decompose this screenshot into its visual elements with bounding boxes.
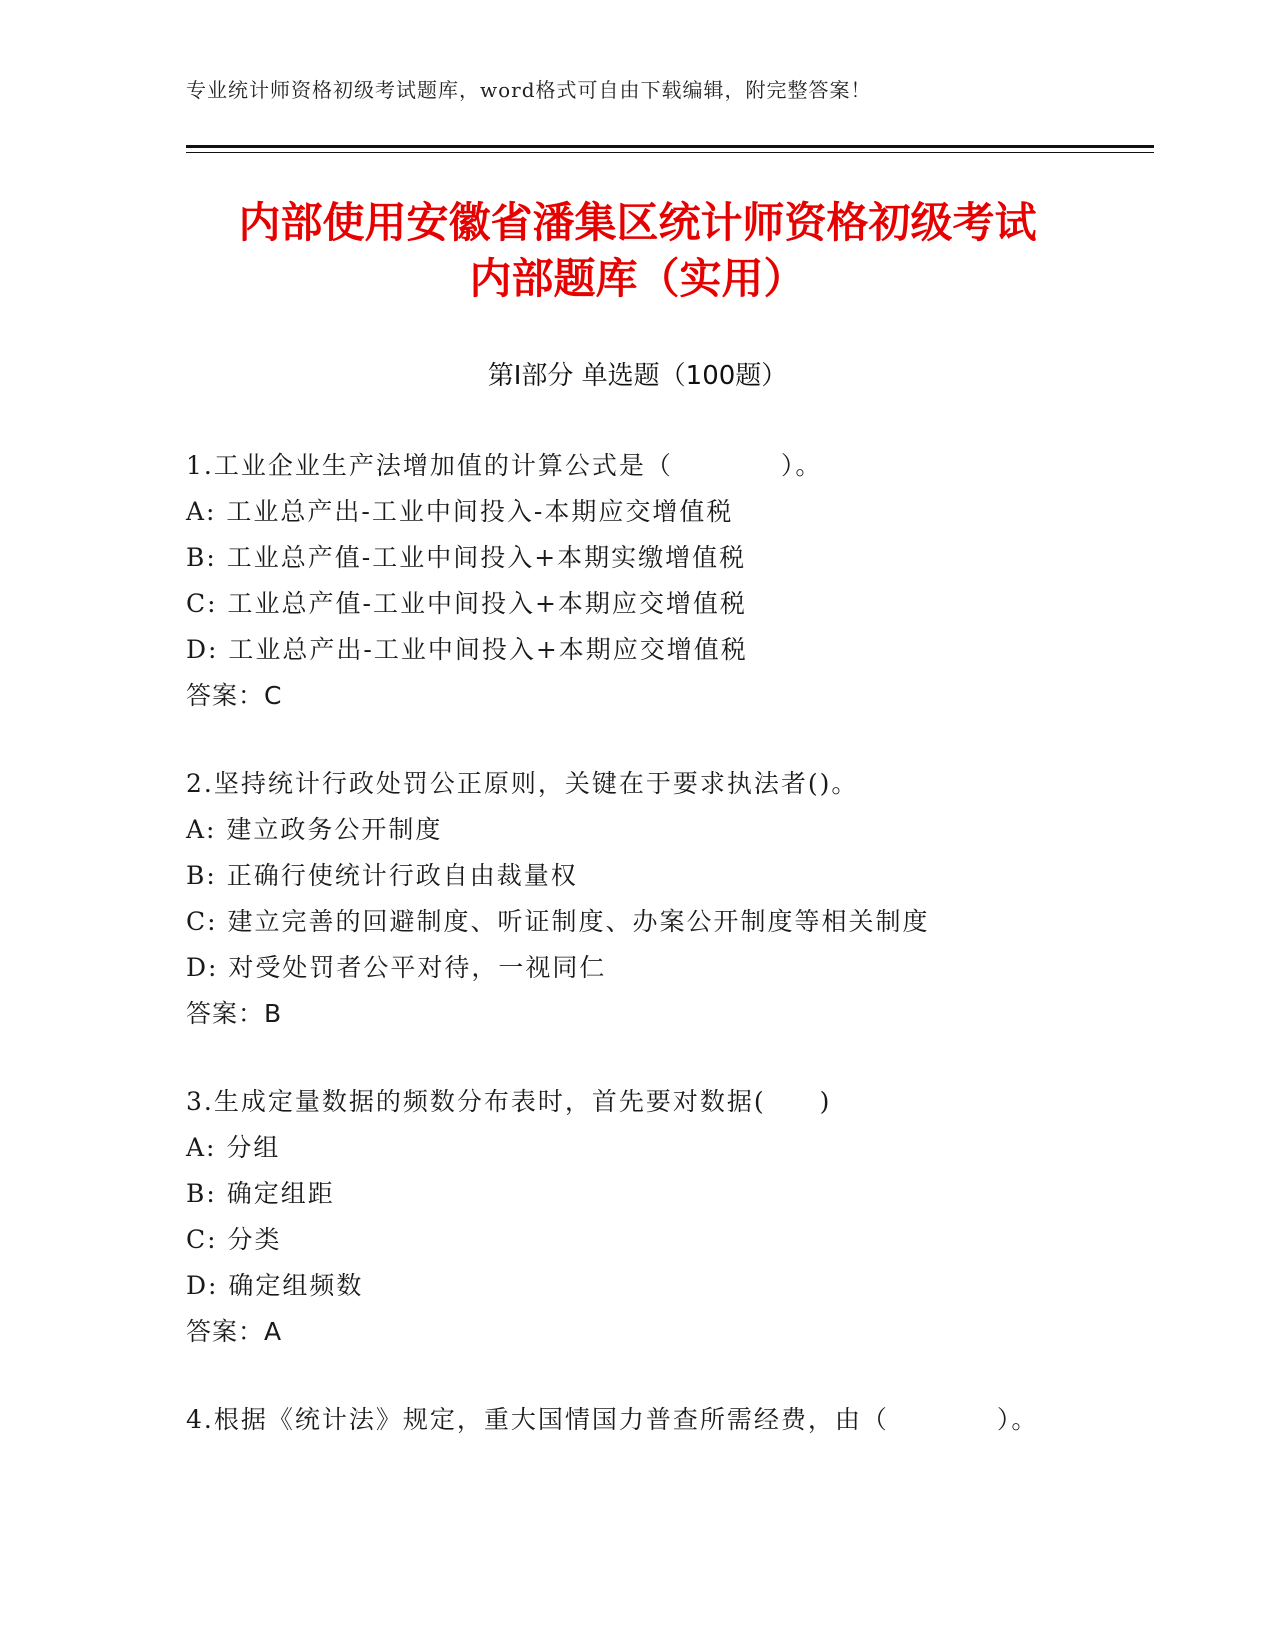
option-d: D: 对受处罚者公平对待，一视同仁 [186, 953, 607, 982]
option-d: D: 工业总产出-工业中间投入+本期应交增值税 [186, 635, 748, 664]
option-a: A: 建立政务公开制度 [186, 815, 443, 844]
option-b: B: 确定组距 [186, 1179, 335, 1208]
document-title [150, 195, 1125, 307]
option-c: C: 建立完善的回避制度、听证制度、办案公开制度等相关制度 [186, 907, 930, 936]
question-stem: 1.工业企业生产法增加值的计算公式是（ ）。 [186, 451, 823, 480]
question-3 [186, 1079, 1106, 1355]
section-title: 第Ⅰ部分 单选题（100题） [487, 361, 788, 391]
question-stem: 4.根据《统计法》规定，重大国情国力普查所需经费，由（ ）。 [186, 1405, 1039, 1434]
option-b: B: 工业总产值-工业中间投入+本期实缴增值税 [186, 543, 747, 572]
question-1 [186, 443, 1106, 719]
question-list [186, 443, 1106, 1485]
option-a: A: 工业总产出-工业中间投入-本期应交增值税 [186, 497, 734, 526]
option-b: B: 正确行使统计行政自由裁量权 [186, 861, 578, 890]
answer: 答案：C [186, 681, 283, 710]
answer: 答案：A [186, 1317, 283, 1346]
document-title-line1: 内部使用安徽省潘集区统计师资格初级考试 [238, 198, 1037, 247]
header-rule-thick [186, 145, 1154, 148]
document-title-line2: 内部题库（实用） [469, 254, 806, 303]
option-c: C: 分类 [186, 1225, 282, 1254]
answer: 答案：B [186, 999, 283, 1028]
question-2 [186, 761, 1106, 1037]
header-note: 专业统计师资格初级考试题库，word格式可自由下载编辑，附完整答案！ [186, 78, 872, 102]
question-4 [186, 1397, 1106, 1443]
option-d: D: 确定组频数 [186, 1271, 364, 1300]
question-stem: 3.生成定量数据的频数分布表时，首先要对数据( ) [186, 1087, 832, 1116]
option-a: A: 分组 [186, 1133, 281, 1162]
option-c: C: 工业总产值-工业中间投入+本期应交增值税 [186, 589, 747, 618]
header-rule-thin [186, 152, 1154, 153]
question-stem: 2.坚持统计行政处罚公正原则，关键在于要求执法者()。 [186, 769, 859, 798]
